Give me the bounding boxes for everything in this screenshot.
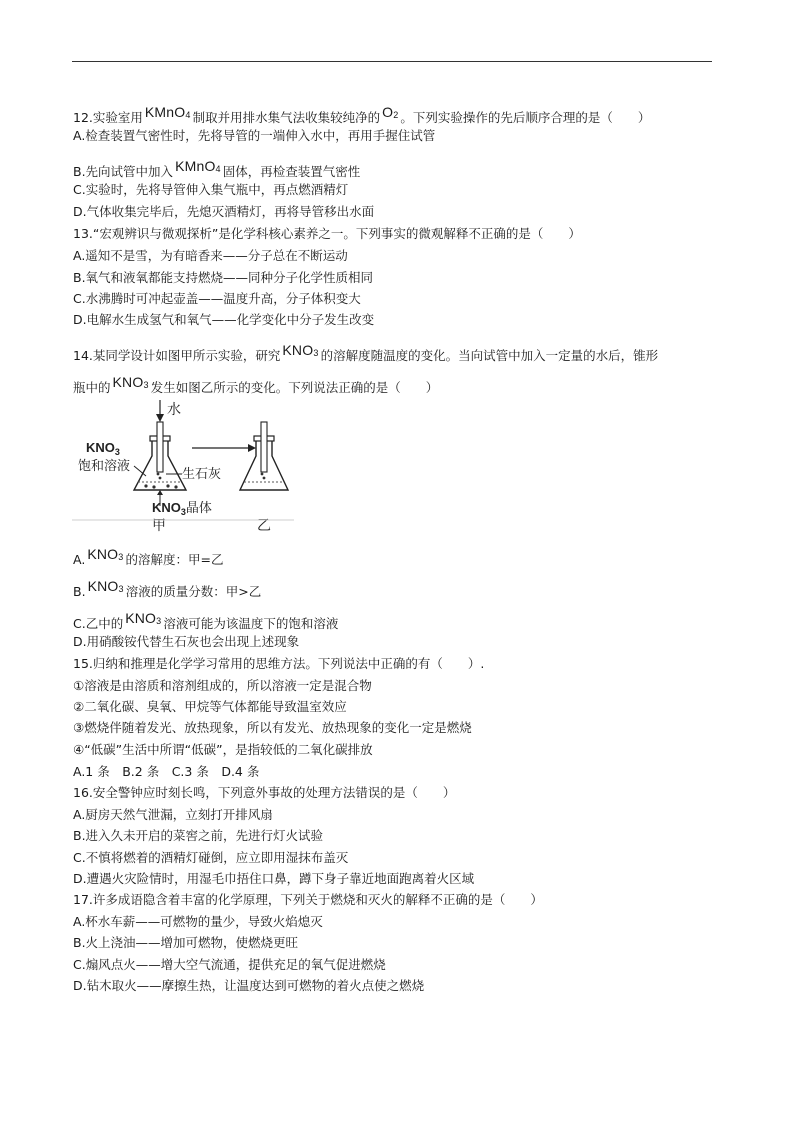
q16-option-b: B.进入久未开启的菜窖之前，先进行灯火试验: [73, 828, 324, 843]
q16-option-c: C.不慎将燃着的酒精灯碰倒，应立即用湿抹布盖灭: [73, 850, 349, 865]
q12-option-c: C.实验时，先将导管伸入集气瓶中，再点燃酒精灯: [73, 182, 349, 197]
flask-jia: [134, 422, 186, 490]
q12-option-a: A.检查装置气密性时，先将导管的一端伸入水中，再用手握住试管: [73, 128, 436, 143]
q13-option-b: B.氧气和液氧都能支持燃烧——同种分子化学性质相同: [73, 270, 374, 285]
q14-option-b: B. $KNO_3$ 溶液的质量分数：甲>乙: [73, 578, 262, 599]
saturated-label: 饱和溶液: [78, 459, 131, 474]
q17-option-c: C.煽风点火——增大空气流通，提供充足的氧气促进燃烧: [73, 957, 386, 972]
q15-statement-4: ④“低碳”生活中所谓“低碳”，是指较低的二氧化碳排放: [73, 742, 373, 757]
test-tube-yi: [261, 422, 267, 472]
q14-option-c: C.乙中的 $KNO_3$ 溶液可能为该温度下的饱和溶液: [73, 610, 339, 631]
q13-option-a: A.遥知不是雪，为有暗香来——分子总在不断运动: [73, 248, 348, 263]
q15-statement-1: ①溶液是由溶质和溶剂组成的，所以溶液一定是混合物: [73, 678, 372, 693]
kno3-label: $KNO_3$: [86, 440, 120, 457]
process-arrow-head: [248, 444, 256, 452]
q12-stem-mid: 制取并用排水集气法收集较纯净的: [192, 110, 381, 125]
q14-option-a: A. $KNO_3$ 的溶解度：甲=乙: [73, 546, 224, 567]
formula-kno3: $KNO_3$: [87, 546, 124, 562]
q17-option-b: B.火上浇油——增加可燃物，使燃烧更旺: [73, 935, 299, 950]
q16-stem: 16.安全警钟应时刻长鸣，下列意外事故的处理方法错误的是（ ）: [73, 785, 456, 800]
q12-option-d: D.气体收集完毕后，先熄灭酒精灯，再将导管移出水面: [73, 204, 375, 219]
q12-stem-pre: 12.实验室用: [73, 110, 143, 125]
q12-option-b: B.先向试管中加入 KMnO$_4$ 固体，再检查装置气密性: [73, 158, 361, 179]
crystal-label: $KNO_3$晶体: [152, 500, 212, 517]
q14-option-d: D.用硝酸铵代替生石灰也会出现上述现象: [73, 634, 300, 649]
test-tube-jia: [157, 422, 163, 472]
formula-kno3: $KNO_3$: [87, 578, 124, 594]
water-label: 水: [167, 402, 181, 418]
water-arrow-head: [156, 414, 164, 422]
formula-kno3: $KNO_3$: [125, 610, 162, 626]
formula-kmno4: KMnO$_4$: [144, 104, 191, 120]
q16-option-a: A.厨房天然气泄漏，立刻打开排风扇: [73, 807, 273, 822]
q17-stem: 17.许多成语隐含着丰富的化学原理，下列关于燃烧和灭火的解释不正确的是（ ）: [73, 892, 543, 907]
caption-yi: 乙: [257, 518, 271, 532]
q12-stem: [73, 104, 650, 126]
formula-kno3: $KNO_3$: [112, 374, 149, 390]
experiment-figure: [72, 396, 296, 532]
formula-kno3: $KNO_3$: [282, 342, 319, 358]
formula-kmno4: KMnO$_4$: [175, 158, 221, 174]
quicklime-label: 生石灰: [182, 467, 222, 482]
q15-stem: 15.归纳和推理是化学学习常用的思维方法。下列说法中正确的有（ ）.: [73, 656, 485, 671]
q13-option-d: D.电解水生成氢气和氧气——化学变化中分子发生改变: [73, 312, 375, 327]
formula-o2: $O_2$: [382, 104, 399, 120]
q15-options: A.1 条 B.2 条 C.3 条 D.4 条: [73, 764, 260, 779]
q13-option-c: C.水沸腾时可冲起壶盖——温度升高，分子体积变大: [73, 291, 361, 306]
q14-stem-line2: 瓶中的 $KNO_3$ 发生如图乙所示的变化。下列说法正确的是（ ）: [73, 374, 439, 395]
q15-statement-2: ②二氧化碳、臭氧、甲烷等气体都能导致温室效应: [73, 699, 347, 714]
q16-option-d: D.遭遇火灾险情时，用湿毛巾捂住口鼻，蹲下身子靠近地面跑离着火区域: [73, 871, 475, 886]
q13-stem: 13.“宏观辨识与微观探析”是化学科核心素养之一。下列事实的微观解释不正确的是（ ）: [73, 226, 581, 241]
caption-jia: 甲: [152, 518, 166, 532]
q17-option-a: A.杯水车薪——可燃物的量少，导致火焰熄灭: [73, 914, 323, 929]
flask-yi: [240, 422, 288, 490]
header-rule: [72, 61, 712, 62]
q17-option-d: D.钻木取火——摩擦生热，让温度达到可燃物的着火点使之燃烧: [73, 978, 425, 993]
q12-stem-post: 。下列实验操作的先后顺序合理的是（ ）: [400, 110, 651, 125]
q14-stem-line1: 14.某同学设计如图甲所示实验，研究 $KNO_3$ 的溶解度随温度的变化。当向试管中加入一定量的水后，锥形: [73, 342, 659, 363]
q15-statement-3: ③燃烧伴随着发光、放热现象，所以有发光、放热现象的变化一定是燃烧: [73, 720, 472, 735]
